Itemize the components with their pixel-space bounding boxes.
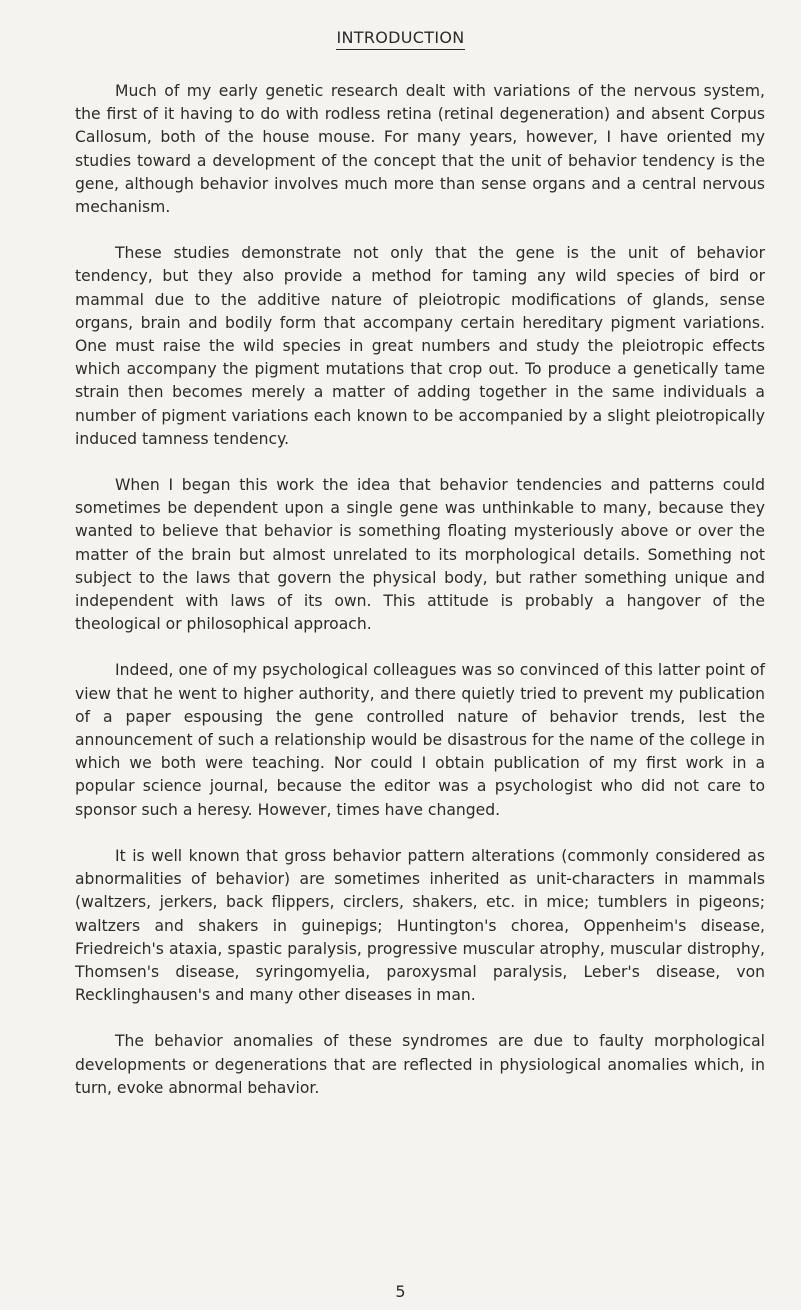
paragraph-3: When I began this work the idea that behavior tendencies and patterns could sometimes be dependent upon a single gene was unthinkable to many, because they wanted to believe that behavior is something floating mysteriously above or over the matter of the brain but almost unrelated to its morphological details. Something not subject to the laws that govern the physical body, but rather something unique and independent with laws of its own. This attitude is probably a hangover of the theological or philosophical approach. [75, 476, 765, 634]
body-text [75, 80, 765, 1123]
paragraph-6: The behavior anomalies of these syndromes are due to faulty morphological developments or degenerations that are reflected in physiological anomalies which, in turn, evoke abnormal behavior. [75, 1032, 765, 1097]
paragraph-1: Much of my early genetic research dealt with variations of the nervous system, the first of it having to do with rodless retina (retinal degeneration) and absent Corpus Callosum, both of the house mouse. For many years, however, I have oriented my studies toward a development of the concept that the unit of behavior tendency is the gene, although behavior involves much more than sense organs and a central nervous mechanism. [75, 82, 765, 217]
paragraph-5: It is well known that gross behavior pattern alterations (commonly considered as abnormalities of behavior) are sometimes inherited as unit-characters in mammals (waltzers, jerkers, back flippers, circlers, shakers, etc. in mice; tumblers in pigeons; waltzers and shakers in guinepigs; Huntington's chorea, Oppenheim's disease, Friedreich's ataxia, spastic paralysis, progressive muscular atrophy, muscular distrophy, Thomsen's disease, syringomyelia, paroxysmal paralysis, Leber's disease, von Recklinghausen's and many other diseases in man. [75, 846, 765, 1005]
page-title-text: INTRODUCTION [336, 28, 464, 50]
paragraph-2: These studies demonstrate not only that the gene is the unit of behavior tendency, but they also provide a method for taming any wild species of bird or mammal due to the additive nature of pleiotropic modifications of glands, sense organs, brain and bodily form that accompany certain hereditary pigment variations. One must raise the wild species in great numbers and study the pleiotropic effects which accompany the pigment mutations that crop out. To produce a genetically tame strain then becomes merely a matter of adding together in the same individuals a number of pigment variations each known to be accompanied by a slight pleiotropically induced tamness tendency. [75, 244, 765, 448]
page-number: 5 [395, 1282, 406, 1301]
page-title [0, 28, 801, 47]
paragraph-4: Indeed, one of my psychological colleagues was so convinced of this latter point of view that he went to higher authority, and there quietly tried to prevent my publication of a paper espousing the gene controlled nature of behavior trends, lest the announcement of such a relationship would be disastrous for the name of the college in which we both were teaching. Nor could I obtain publication of my first work in a popular science journal, because the editor was a psychologist who did not care to sponsor such a heresy. However, times have changed. [75, 661, 765, 819]
